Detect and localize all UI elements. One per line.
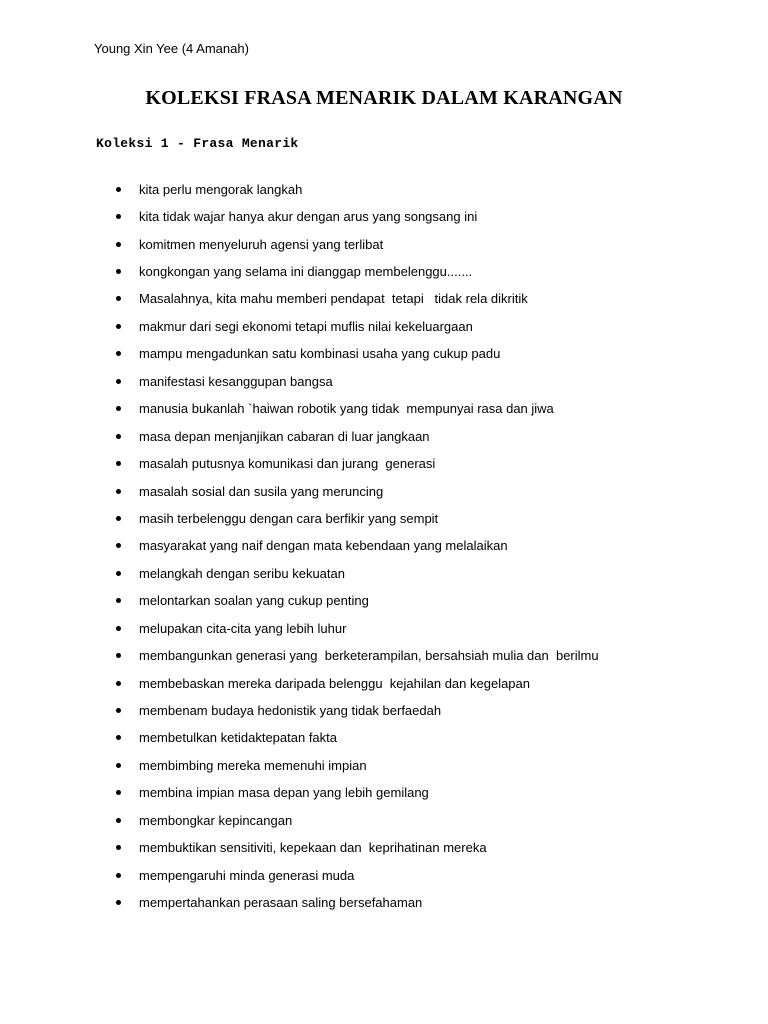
list-item (0, 231, 768, 258)
list-item (0, 560, 768, 587)
bullet-icon (116, 900, 121, 905)
bullet-icon (116, 598, 121, 603)
bullet-icon (116, 735, 121, 740)
phrase-text: mampu mengadunkan satu kombinasi usaha yang cukup padu (139, 346, 501, 362)
list-item (0, 341, 768, 368)
list-item (0, 423, 768, 450)
bullet-icon (116, 873, 121, 878)
phrase-text: membuktikan sensitiviti, kepekaan dan keprihatinan mereka (139, 840, 487, 856)
bullet-icon (116, 818, 121, 823)
list-item (0, 725, 768, 752)
phrase-text: masa depan menjanjikan cabaran di luar jangkaan (139, 428, 430, 444)
bullet-icon (116, 708, 121, 713)
phrase-text: membina impian masa depan yang lebih gemilang (139, 785, 429, 801)
phrase-text: masih terbelenggu dengan cara berfikir yang sempit (139, 510, 439, 526)
bullet-icon (116, 790, 121, 795)
phrase-text: melupakan cita-cita yang lebih luhur (139, 620, 347, 636)
phrase-text: membangunkan generasi yang berketerampilan, bersahsiah mulia dan berilmu (139, 648, 599, 664)
bullet-icon (116, 461, 121, 466)
phrase-text: membongkar kepincangan (139, 812, 293, 828)
bullet-icon (116, 571, 121, 576)
bullet-icon (116, 626, 121, 631)
bullet-icon (116, 489, 121, 494)
bullet-icon (116, 214, 121, 219)
phrase-text: Masalahnya, kita mahu memberi pendapat tetapi tidak rela dikritik (139, 291, 528, 307)
phrase-text: kita perlu mengorak langkah (139, 181, 303, 197)
bullet-icon (116, 296, 121, 301)
phrase-text: kita tidak wajar hanya akur dengan arus yang songsang ini (139, 209, 478, 225)
bullet-icon (116, 845, 121, 850)
list-item (0, 478, 768, 505)
bullet-icon (116, 242, 121, 247)
bullet-icon (116, 543, 121, 548)
list-item (0, 642, 768, 669)
bullet-icon (116, 516, 121, 521)
phrase-text: masalah sosial dan susila yang meruncing (139, 483, 384, 499)
phrase-list (0, 176, 768, 917)
phrase-text: membimbing mereka memenuhi impian (139, 757, 367, 773)
list-item (0, 615, 768, 642)
phrase-text: komitmen menyeluruh agensi yang terlibat (139, 236, 384, 252)
list-item (0, 313, 768, 340)
list-item (0, 286, 768, 313)
section-heading: Koleksi 1 - Frasa Menarik (96, 136, 299, 151)
phrase-text: membetulkan ketidaktepatan fakta (139, 730, 338, 746)
list-item (0, 862, 768, 889)
bullet-icon (116, 653, 121, 658)
list-item (0, 450, 768, 477)
list-item (0, 505, 768, 532)
list-item (0, 889, 768, 916)
bullet-icon (116, 351, 121, 356)
bullet-icon (116, 763, 121, 768)
bullet-icon (116, 269, 121, 274)
phrase-text: masyarakat yang naif dengan mata kebendaan yang melalaikan (139, 538, 508, 554)
list-item (0, 780, 768, 807)
list-item (0, 835, 768, 862)
list-item (0, 807, 768, 834)
list-item (0, 697, 768, 724)
list-item (0, 752, 768, 779)
phrase-text: mempengaruhi minda generasi muda (139, 867, 355, 883)
list-item (0, 533, 768, 560)
phrase-text: manifestasi kesanggupan bangsa (139, 373, 333, 389)
phrase-text: membenam budaya hedonistik yang tidak berfaedah (139, 703, 442, 719)
list-item (0, 670, 768, 697)
list-item (0, 203, 768, 230)
bullet-icon (116, 406, 121, 411)
author-line: Young Xin Yee (4 Amanah) (94, 41, 249, 56)
bullet-icon (116, 681, 121, 686)
list-item (0, 368, 768, 395)
document-title: KOLEKSI FRASA MENARIK DALAM KARANGAN (145, 87, 623, 109)
phrase-text: makmur dari segi ekonomi tetapi muflis nilai kekeluargaan (139, 318, 473, 334)
bullet-icon (116, 187, 121, 192)
list-item (0, 396, 768, 423)
phrase-text: manusia bukanlah `haiwan robotik yang tidak mempunyai rasa dan jiwa (139, 401, 554, 417)
list-item (0, 176, 768, 203)
phrase-text: kongkongan yang selama ini dianggap membelenggu....... (139, 264, 473, 280)
phrase-text: membebaskan mereka daripada belenggu kejahilan dan kegelapan (139, 675, 530, 691)
list-item (0, 588, 768, 615)
phrase-text: melontarkan soalan yang cukup penting (139, 593, 369, 609)
bullet-icon (116, 379, 121, 384)
phrase-text: melangkah dengan seribu kekuatan (139, 565, 345, 581)
bullet-icon (116, 434, 121, 439)
bullet-icon (116, 324, 121, 329)
phrase-text: masalah putusnya komunikasi dan jurang generasi (139, 456, 436, 472)
phrase-text: mempertahankan perasaan saling bersefahaman (139, 895, 423, 911)
list-item (0, 258, 768, 285)
